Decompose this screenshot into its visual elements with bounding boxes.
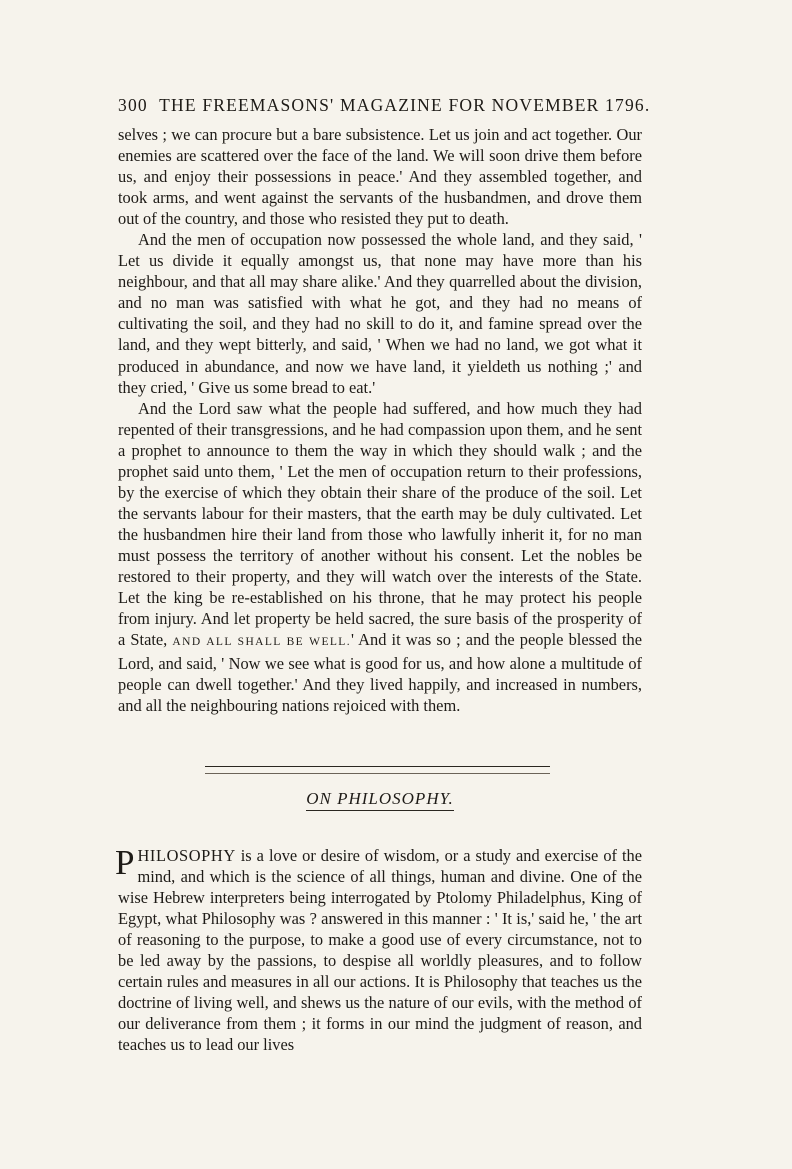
section-title-text: ON PHILOSOPHY. <box>306 789 454 811</box>
running-head <box>118 95 651 115</box>
article-philosophy <box>115 843 642 1055</box>
small-caps-phrase: AND ALL SHALL BE WELL. <box>172 636 351 649</box>
philosophy-body: is a love or desire of wisdom, or a study and exercise of the mind, and which is the science of all things, human and divine. One of the wise Hebrew interpreters being interrogated by Ptolomy Philadelphus, King of Egypt, what Philosophy was ? answered in this manner : ' It is,' said he, ' the art of reasoning to the purpose, to make a good use of every circumstance, not to be led away by the passions, to despise all worldly pleasures, and to follow certain rules and measures in all our actions. It is Philosophy that teaches us the doctrine of living well, and shews us the nature of our evils, with the method of our deliverance from them ; it forms in our mind the judgment of reason, and teaches us to lead our lives <box>118 846 642 1055</box>
section-title <box>118 789 642 811</box>
page-number: 300 <box>118 95 148 115</box>
paragraph-3 <box>118 398 642 717</box>
paragraph-1: selves ; we can procure but a bare subsistence. Let us join and act together. Our enemies are scattered over the face of the land. We will soon drive them before us, and enjoy their possessions in peace.' And they assembled together, and took arms, and went against the servants of the husbandmen, and drove them out of the country, and those who resisted they put to death. <box>118 125 642 229</box>
article-continuation <box>118 124 642 716</box>
drop-cap: P <box>115 843 135 882</box>
running-title: THE FREEMASONS' MAGAZINE FOR NOVEMBER 1796. <box>159 95 651 115</box>
section-divider <box>205 766 550 774</box>
philosophy-paragraph <box>115 843 642 1055</box>
first-word: HILOSOPHY <box>137 846 236 865</box>
paragraph-3-text-a: And the Lord saw what the people had suffered, and how much they had repented of their transgressions, and he had compassion upon them, and he sent a prophet to announce to them the way in which they should walk ; and the prophet said unto them, ' Let the men of occupation return to their professions, by the exercise of which they obtain their share of the produce of the soil. Let the servants labour for their masters, that the earth may be duly cultivated. Let the husbandmen hire their land from those who lawfully inherit it, for no man must possess the territory of another without his consent. Let the nobles be restored to their property, and they will watch over the interests of the State. Let the king be re-established on his throne, that he may protect his people from injury. And let property be held sacred, the sure basis of the prosperity of a State, <box>118 398 642 650</box>
paragraph-2: And the men of occupation now possessed the whole land, and they said, ' Let us divide it equally amongst us, that none may have more than his neighbour, and that all may share alike.' And they quarrelled about the division, and no man was satisfied with what he got, and they had no means of cultivating the soil, and they had no skill to do it, and famine spread over the land, and they wept bitterly, and said, ' When we had no land, we got what it produced in abundance, and now we have land, it yieldeth us nothing ;' and they cried, ' Give us some bread to eat.' <box>118 230 642 397</box>
paragraph-3-text-b: ' And it was so ; and the people blessed the Lord, and said, ' Now we see what is good for us, and how alone a multitude of people can dwell together.' And they lived happily, and increased in numbers, and all the neighbouring nations rejoiced with them. <box>118 630 642 716</box>
